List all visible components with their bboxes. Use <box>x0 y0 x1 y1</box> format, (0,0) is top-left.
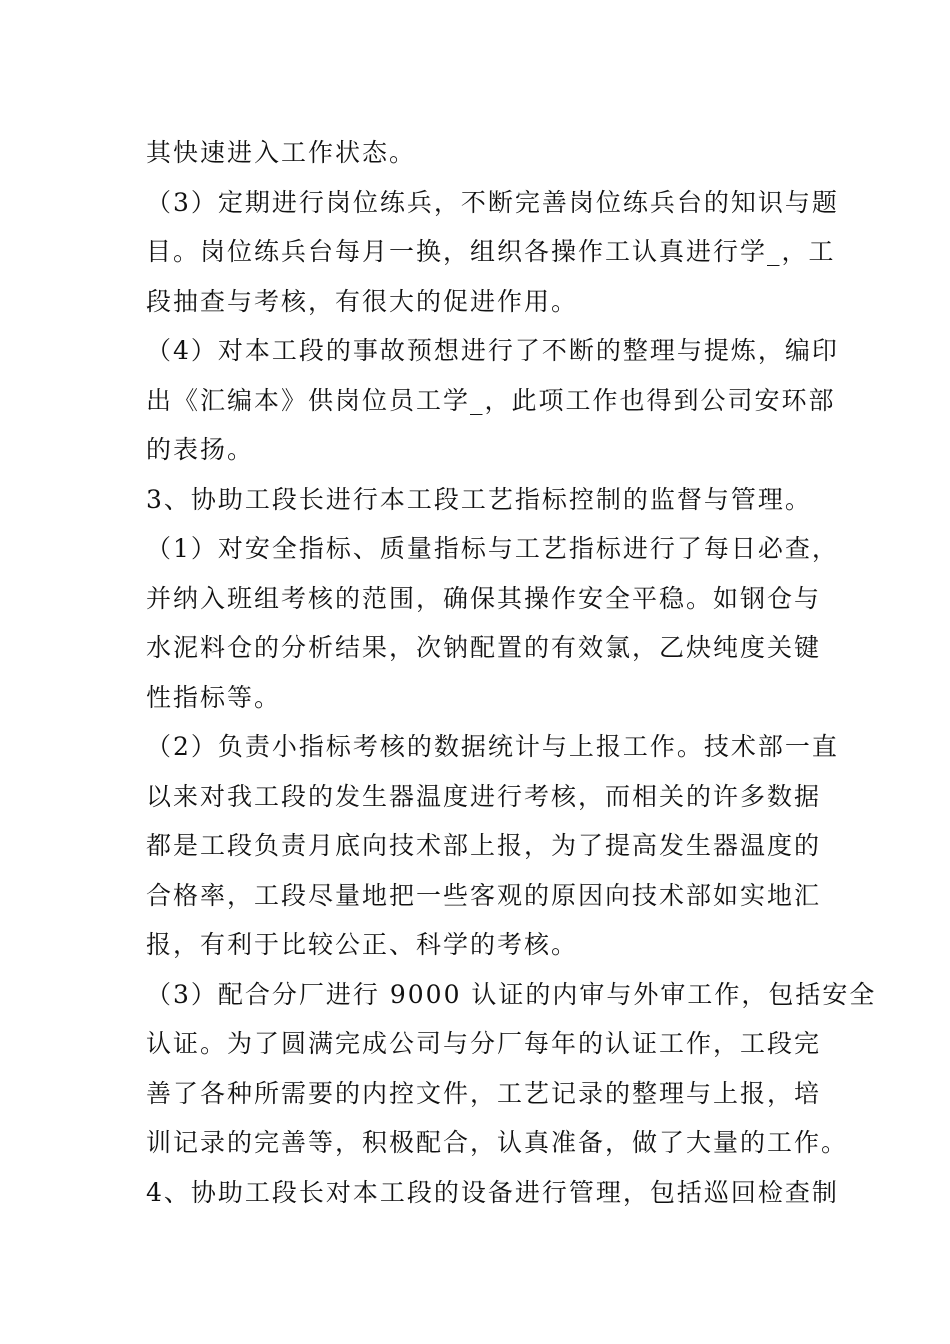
text-line: （1）对安全指标、质量指标与工艺指标进行了每日必查， <box>146 534 839 563</box>
text-line: （4）对本工段的事故预想进行了不断的整理与提炼，编印 <box>146 336 839 365</box>
text-line: 训记录的完善等，积极配合，认真准备，做了大量的工作。 <box>146 1128 849 1157</box>
body-text <box>146 128 877 1217</box>
text-line: 性指标等。 <box>146 682 282 712</box>
text-line: 其快速进入工作状态。 <box>146 138 417 167</box>
text-line: 并纳入班组考核的范围，确保其操作安全平稳。如钢仓与 <box>146 583 822 613</box>
text-line: 以来对我工段的发生器温度进行考核，而相关的许多数据 <box>146 781 822 811</box>
text-line: 出《汇编本》供岗位员工学_，此项工作也得到公司安环部 <box>146 385 836 415</box>
text-line: 目。岗位练兵台每月一换，组织各操作工认真进行学_，工 <box>146 237 836 266</box>
text-line: 段抽查与考核，有很大的促进作用。 <box>146 286 579 316</box>
text-line: 都是工段负责月底向技术部上报，为了提高发生器温度的 <box>146 831 822 860</box>
text-line: 4、协助工段长对本工段的设备进行管理，包括巡回检查制 <box>146 1177 839 1207</box>
text-line: （3）定期进行岗位练兵，不断完善岗位练兵台的知识与题 <box>146 187 839 217</box>
text-line: （3）配合分厂进行 9000 认证的内审与外审工作，包括安全 <box>146 979 877 1009</box>
text-line: 的表扬。 <box>146 435 255 464</box>
text-line: 认证。为了圆满完成公司与分厂每年的认证工作，工段完 <box>146 1029 822 1058</box>
text-line: 水泥料仓的分析结果，次钠配置的有效氯，乙炔纯度关键 <box>146 633 822 662</box>
text-line: （2）负责小指标考核的数据统计与上报工作。技术部一直 <box>146 732 839 761</box>
text-line: 合格率，工段尽量地把一些客观的原因向技术部如实地汇 <box>146 880 822 910</box>
text-line: 善了各种所需要的内控文件，工艺记录的整理与上报，培 <box>146 1078 822 1108</box>
text-line: 报，有利于比较公正、科学的考核。 <box>146 930 579 959</box>
text-line: 3、协助工段长进行本工段工艺指标控制的监督与管理。 <box>146 484 812 514</box>
